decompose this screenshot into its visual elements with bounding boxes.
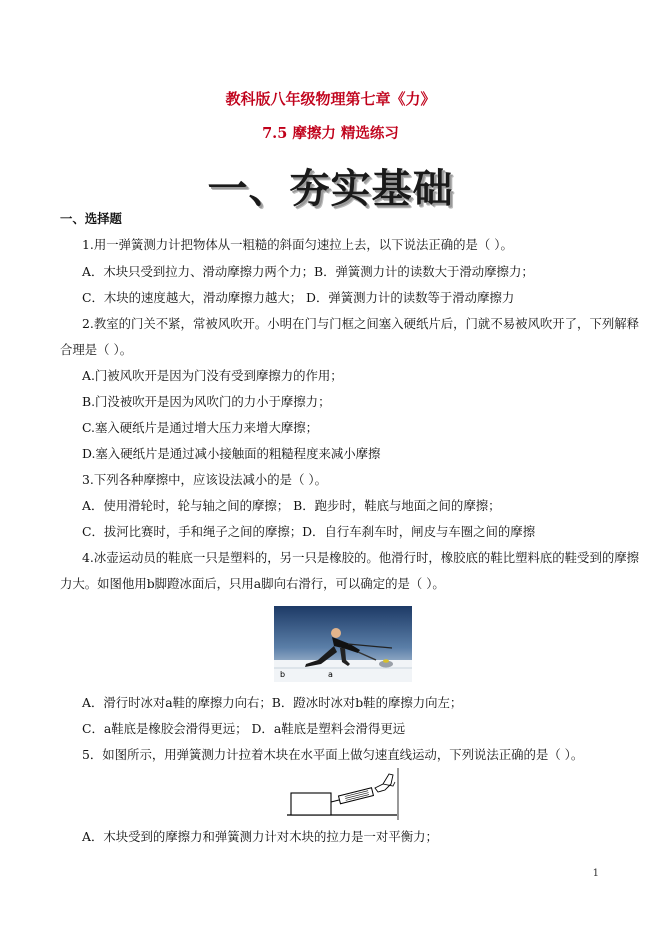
- question-3-option-cd: C．拔河比赛时，手和绳子之间的摩擦；D．自行车刹车时，闸皮与车圈之间的摩擦: [82, 524, 536, 539]
- question-5-stem: 5．如图所示，用弹簧测力计拉着木块在水平面上做匀速直线运动，下列说法正确的是（ ）。: [82, 747, 584, 762]
- question-2-stem-line-1: 2.教室的门关不紧，常被风吹开。小明在门与门框之间塞入硬纸片后，门就不易被风吹开了，下列解释: [82, 316, 640, 331]
- document-title: 教科版八年级物理第七章《力》: [225, 90, 436, 108]
- question-5-option-a: A．木块受到的摩擦力和弹簧测力计对木块的拉力是一对平衡力；: [82, 829, 438, 844]
- spring-scale-illustration: [285, 768, 401, 820]
- figure-label-b: b: [280, 670, 286, 679]
- question-2-option-c: C.塞入硬纸片是通过增大压力来增大摩擦；: [82, 420, 319, 435]
- question-1-option-cd: C．木块的速度越大，滑动摩擦力越大； D．弹簧测力计的读数等于滑动摩擦力: [82, 290, 515, 305]
- question-1-option-ab: A．木块只受到拉力、滑动摩擦力两个力；B．弹簧测力计的读数大于滑动摩擦力；: [82, 264, 534, 279]
- question-4-stem-line-1: 4.冰壶运动员的鞋底一只是塑料的，另一只是橡胶的。他滑行时，橡胶底的鞋比塑料底的鞋受到的摩擦: [82, 550, 640, 565]
- curling-photo: [274, 606, 412, 682]
- question-2-option-b: B.门没被吹开是因为风吹门的力小于摩擦力；: [82, 394, 331, 409]
- question-2-option-a: A.门被风吹开是因为门没有受到摩擦力的作用；: [82, 368, 343, 383]
- section-label: 一、选择题: [60, 211, 122, 226]
- question-4-option-ab: A．滑行时冰对a鞋的摩擦力向右；B．蹬冰时冰对b鞋的摩擦力向左；: [82, 695, 463, 710]
- question-4-option-cd: C．a鞋底是橡胶会滑得更远； D．a鞋底是塑料会滑得更远: [82, 721, 406, 736]
- curling-illustration: [274, 606, 412, 682]
- question-4-stem-line-2: 力大。如图他用b脚蹬冰面后，只用a脚向右滑行，可以确定的是（ ）。: [60, 576, 445, 591]
- question-3-stem: 3.下列各种摩擦中，应该设法减小的是（ ）。: [82, 472, 327, 487]
- page-number: 1: [592, 868, 599, 879]
- question-2-stem-line-2: 合理是（ ）。: [60, 342, 133, 357]
- section-banner: 一、夯实基础: [207, 166, 454, 212]
- figure-label-a: a: [328, 670, 333, 679]
- question-3-option-ab: A．使用滑轮时，轮与轴之间的摩擦； B．跑步时，鞋底与地面之间的摩擦；: [82, 498, 501, 513]
- document-subtitle: 7.5 摩擦力 精选练习: [262, 125, 399, 142]
- question-1-stem: 1.用一弹簧测力计把物体从一粗糙的斜面匀速拉上去，以下说法正确的是（ ）。: [82, 237, 513, 252]
- spring-scale-diagram: [285, 768, 401, 820]
- question-2-option-d: D.塞入硬纸片是通过减小接触面的粗糙程度来减小摩擦: [82, 446, 381, 461]
